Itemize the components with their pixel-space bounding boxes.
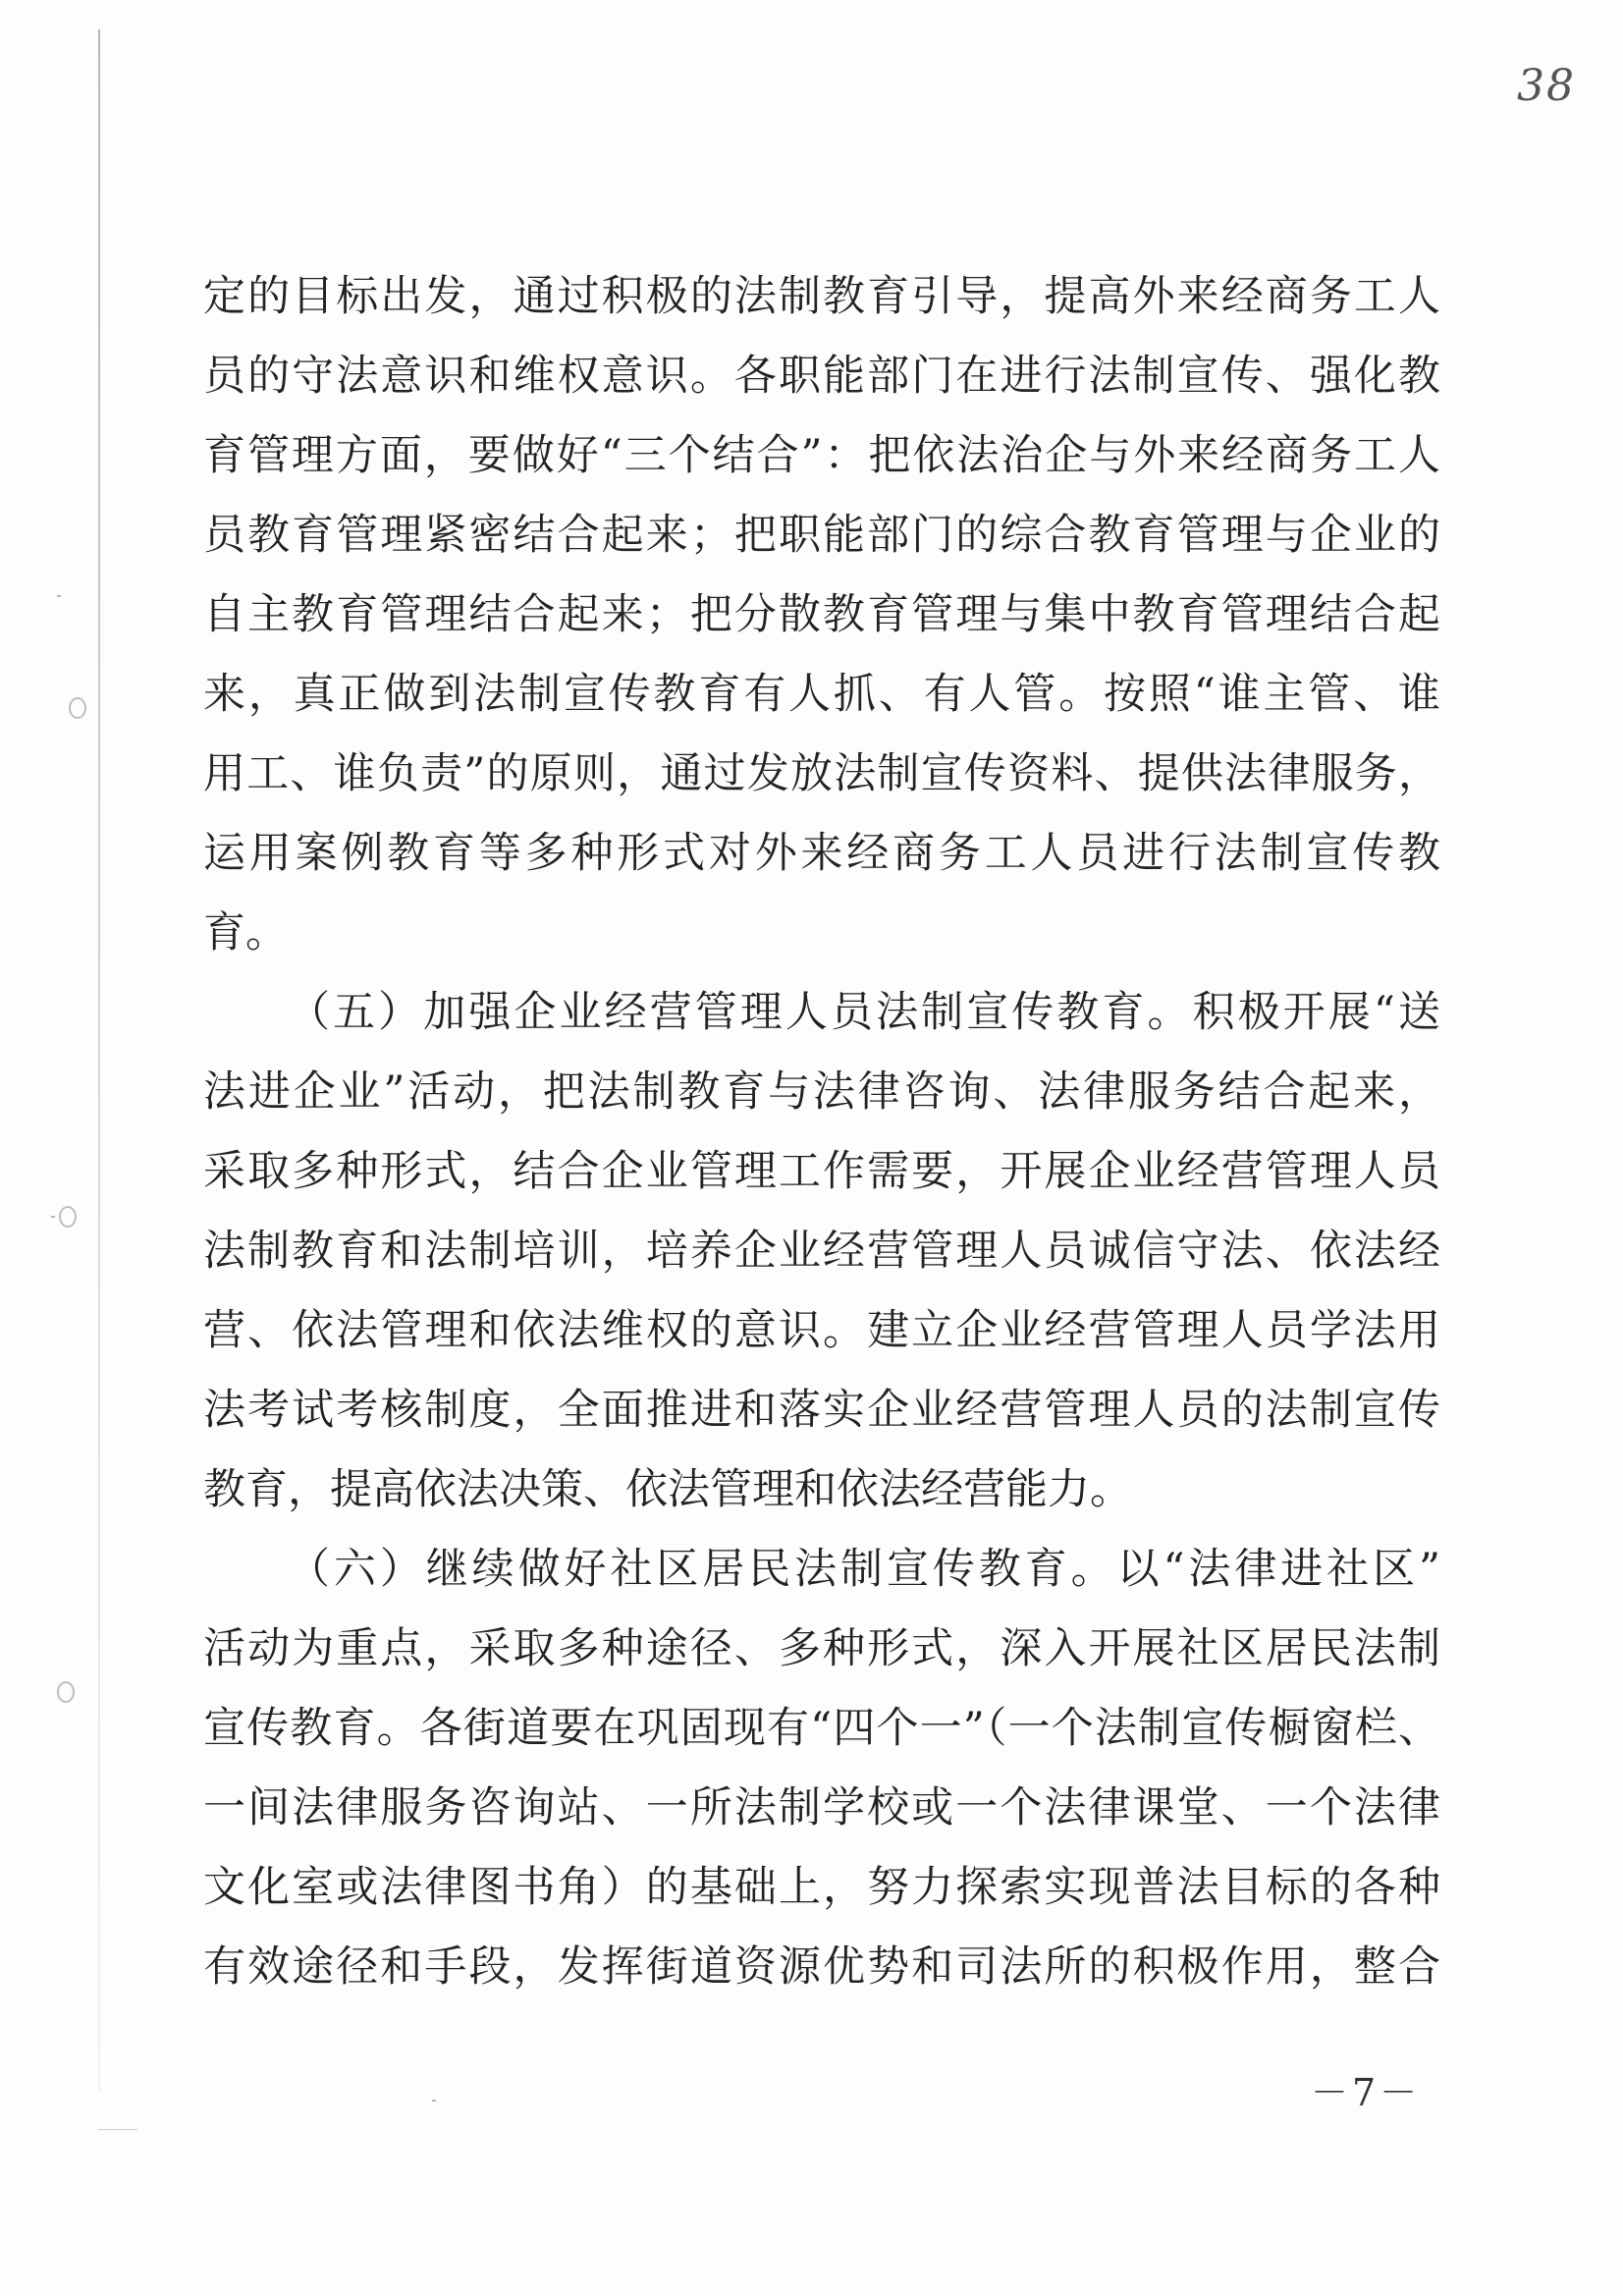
text-line: 宣传教育。各街道要在巩固现有“四个一”（一个法制宣传橱窗栏、 [203, 1704, 1440, 1753]
text-line: 员教育管理紧密结合起来；把职能部门的综合教育管理与企业的 [203, 511, 1440, 560]
section-heading-line: （五）加强企业经营管理人员法制宣传教育。积极开展“送 [288, 988, 1440, 1037]
text-line: 法进企业”活动，把法制教育与法律咨询、法律服务结合起来， [203, 1067, 1440, 1117]
text-line: 教育，提高依法决策、依法管理和依法经营能力。 [203, 1465, 1132, 1514]
text-line: 营、依法管理和依法维权的意识。建立企业经营管理人员学法用 [203, 1306, 1440, 1355]
text-line: 有效途径和手段，发挥街道资源优势和司法所的积极作用，整合 [203, 1942, 1440, 1992]
text-line: 文化室或法律图书角）的基础上，努力探索实现普法目标的各种 [203, 1863, 1440, 1912]
handwritten-page-number: 38 [1517, 61, 1576, 111]
text-line: 员的守法意识和维权意识。各职能部门在进行法制宣传、强化教 [203, 352, 1440, 401]
text-line: 育管理方面，要做好“三个结合”：把依法治企与外来经商务工人 [203, 431, 1440, 480]
scan-speck [98, 2129, 137, 2130]
text-line: 法制教育和法制培训，培养企业经营管理人员诚信守法、依法经 [203, 1227, 1440, 1276]
text-line: 法考试考核制度，全面推进和落实企业经营管理人员的法制宣传 [203, 1386, 1440, 1435]
text-line: 一间法律服务咨询站、一所法制学校或一个法律课堂、一个法律 [203, 1783, 1440, 1832]
text-line: 用工、谁负责”的原则，通过发放法制宣传资料、提供法律服务， [203, 749, 1440, 798]
text-line: 活动为重点，采取多种途径、多种形式，深入开展社区居民法制 [203, 1624, 1440, 1673]
text-line: 采取多种形式，结合企业管理工作需要，开展企业经营管理人员 [203, 1147, 1440, 1196]
scan-speck [57, 595, 61, 597]
text-line: 自主教育管理结合起来；把分散教育管理与集中教育管理结合起 [203, 590, 1440, 639]
punch-hole [59, 1206, 77, 1228]
text-line: 定的目标出发，通过积极的法制教育引导，提高外来经商务工人 [203, 272, 1440, 321]
text-line: 来，真正做到法制宣传教育有人抓、有人管。按照“谁主管、谁 [203, 670, 1440, 719]
text-line: 运用案例教育等多种形式对外来经商务工人员进行法制宣传教 [203, 829, 1440, 878]
scan-speck [51, 1216, 55, 1218]
punch-hole [69, 697, 86, 719]
text-line: 育。 [203, 908, 288, 957]
section-heading-line: （六）继续做好社区居民法制宣传教育。以“法律进社区” [288, 1545, 1440, 1594]
binding-edge-shadow [98, 29, 100, 2092]
punch-hole [57, 1681, 75, 1703]
footer-page-number: －7－ [1311, 2071, 1422, 2114]
scan-speck [432, 2100, 436, 2102]
document-body [203, 257, 1440, 2007]
